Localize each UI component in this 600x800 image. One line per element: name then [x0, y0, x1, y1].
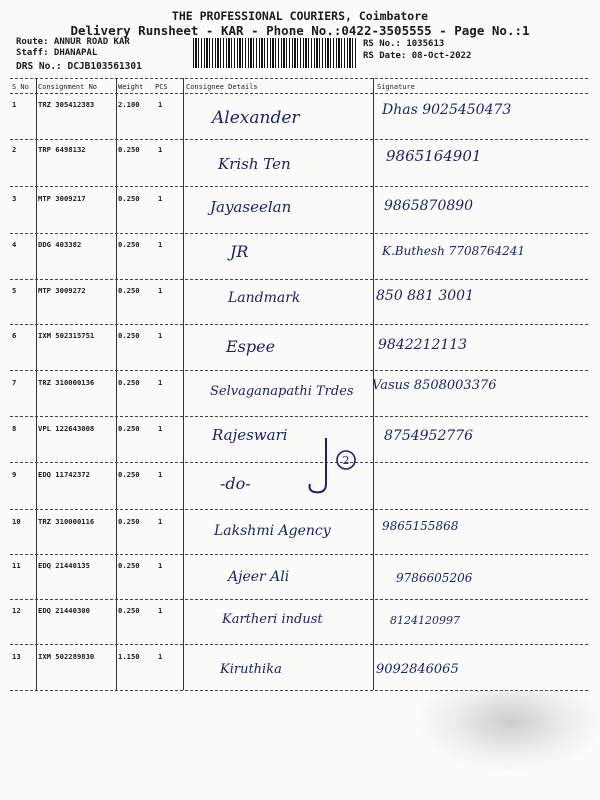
- row-sno: 7: [12, 378, 17, 387]
- row-signature: K.Buthesh 7708764241: [382, 244, 526, 258]
- row-consignee: Selvaganapathi Trdes: [210, 384, 354, 399]
- bracket-stamp-mark: [308, 436, 358, 496]
- document-title: THE PROFESSIONAL COURIERS, Coimbatore: [171, 9, 429, 23]
- row-pcs: 1: [158, 194, 163, 203]
- row-weight: 0.250: [118, 561, 140, 570]
- row-weight: 1.150: [118, 652, 140, 661]
- circled-number: 2: [342, 454, 350, 467]
- row-pcs: 1: [158, 331, 163, 340]
- row-separator: [10, 370, 588, 371]
- row-consignment-no: EDQ 11742372: [38, 470, 90, 479]
- row-consignee: Espee: [226, 337, 276, 356]
- row-separator: [10, 186, 588, 187]
- scan-smudge: [420, 690, 600, 770]
- table-header-border: [10, 93, 588, 94]
- row-separator: [10, 233, 588, 234]
- drs-number: DRS No.: DCJB103561301: [16, 61, 142, 72]
- row-consignee: Krish Ten: [218, 155, 291, 173]
- row-sno: 3: [12, 194, 17, 203]
- row-consignment-no: DDG 403382: [38, 240, 82, 249]
- row-pcs: 1: [158, 561, 163, 570]
- row-weight: 0.250: [118, 378, 140, 387]
- row-weight: 0.250: [118, 517, 140, 526]
- row-signature: 9865164901: [386, 147, 482, 165]
- row-separator: [10, 324, 588, 325]
- row-sno: 8: [12, 424, 17, 433]
- route-label: Route: ANNUR ROAD KAR: [16, 37, 130, 47]
- row-consignee: -do-: [220, 474, 251, 493]
- row-signature: 9865155868: [382, 519, 459, 533]
- row-pcs: 1: [158, 517, 163, 526]
- row-pcs: 1: [158, 145, 163, 154]
- row-sno: 2: [12, 145, 17, 154]
- row-separator: [10, 416, 588, 417]
- row-sno: 12: [12, 606, 21, 615]
- row-weight: 0.250: [118, 470, 140, 479]
- row-separator: [10, 139, 588, 140]
- row-sno: 13: [12, 652, 21, 661]
- row-signature: 9842212113: [378, 337, 468, 353]
- row-consignment-no: TRZ 310000136: [38, 378, 95, 387]
- row-consignee: Rajeswari: [212, 426, 288, 444]
- row-sno: 10: [12, 517, 21, 526]
- rs-number: RS No.: 1035613: [363, 39, 445, 49]
- row-pcs: 1: [158, 100, 163, 109]
- row-consignment-no: TRZ 310000116: [38, 517, 95, 526]
- col-header-weight: Weight: [118, 83, 144, 91]
- row-pcs: 1: [158, 424, 163, 433]
- col-header-signature: Signature: [377, 83, 415, 91]
- row-pcs: 1: [158, 606, 163, 615]
- table-top-border: [10, 78, 588, 79]
- row-sno: 4: [12, 240, 17, 249]
- row-consignment-no: MTP 3009217: [38, 194, 86, 203]
- row-sno: 11: [12, 561, 21, 570]
- col-header-pcs: PCS: [155, 83, 168, 91]
- row-signature: Vasus 8508003376: [372, 378, 497, 393]
- row-weight: 0.250: [118, 606, 140, 615]
- staff-label: Staff: DHANAPAL: [16, 48, 98, 58]
- row-consignment-no: TRP 6498132: [38, 145, 86, 154]
- row-weight: 0.250: [118, 145, 140, 154]
- row-consignment-no: EDQ 21440300: [38, 606, 90, 615]
- col-header-consignment: Consignment No: [38, 83, 98, 91]
- row-pcs: 1: [158, 652, 163, 661]
- row-separator: [10, 279, 588, 280]
- row-sno: 1: [12, 100, 17, 109]
- row-signature: 9786605206: [396, 571, 473, 585]
- row-consignment-no: IXM 502289830: [38, 652, 95, 661]
- barcode: [193, 38, 358, 68]
- row-sno: 9: [12, 470, 17, 479]
- row-pcs: 1: [158, 240, 163, 249]
- row-separator: [10, 554, 588, 555]
- row-signature: 9865870890: [384, 198, 474, 214]
- row-separator: [10, 599, 588, 600]
- col-header-consignee: Consignee Details: [186, 83, 258, 91]
- row-signature: 850 881 3001: [376, 288, 474, 304]
- row-consignment-no: IXM 502315751: [38, 331, 95, 340]
- row-pcs: 1: [158, 378, 163, 387]
- row-consignment-no: EDQ 21440135: [38, 561, 90, 570]
- row-consignee: Alexander: [212, 108, 300, 128]
- row-consignee: JR: [230, 242, 249, 261]
- row-consignee: Lakshmi Agency: [214, 523, 331, 539]
- row-consignee: Kiruthika: [220, 662, 282, 677]
- row-sno: 6: [12, 331, 17, 340]
- row-signature: Dhas 9025450473: [382, 102, 512, 118]
- row-weight: 2.100: [118, 100, 140, 109]
- row-signature: 8754952776: [384, 428, 474, 444]
- row-weight: 0.250: [118, 424, 140, 433]
- row-consignee: Kartheri indust: [222, 612, 323, 627]
- row-signature: 9092846065: [376, 662, 459, 677]
- row-sno: 5: [12, 286, 17, 295]
- rs-date: RS Date: 08-Oct-2022: [363, 51, 472, 61]
- row-separator: [10, 462, 588, 463]
- document-subtitle: Delivery Runsheet - KAR - Phone No.:0422-3505555 - Page No.:1: [70, 23, 530, 38]
- col-header-sno: S No: [12, 83, 29, 91]
- row-consignment-no: MTP 3009272: [38, 286, 86, 295]
- row-separator: [10, 644, 588, 645]
- row-weight: 0.250: [118, 194, 140, 203]
- row-consignee: Landmark: [228, 290, 301, 306]
- row-weight: 0.250: [118, 240, 140, 249]
- row-pcs: 1: [158, 286, 163, 295]
- row-consignment-no: VPL 122643008: [38, 424, 95, 433]
- row-consignee: Jayaseelan: [210, 198, 292, 216]
- row-consignee: Ajeer Ali: [228, 569, 290, 585]
- row-consignment-no: TRZ 305412383: [38, 100, 95, 109]
- row-separator: [10, 509, 588, 510]
- row-weight: 0.250: [118, 331, 140, 340]
- row-pcs: 1: [158, 470, 163, 479]
- row-weight: 0.250: [118, 286, 140, 295]
- row-signature: 8124120997: [390, 614, 460, 627]
